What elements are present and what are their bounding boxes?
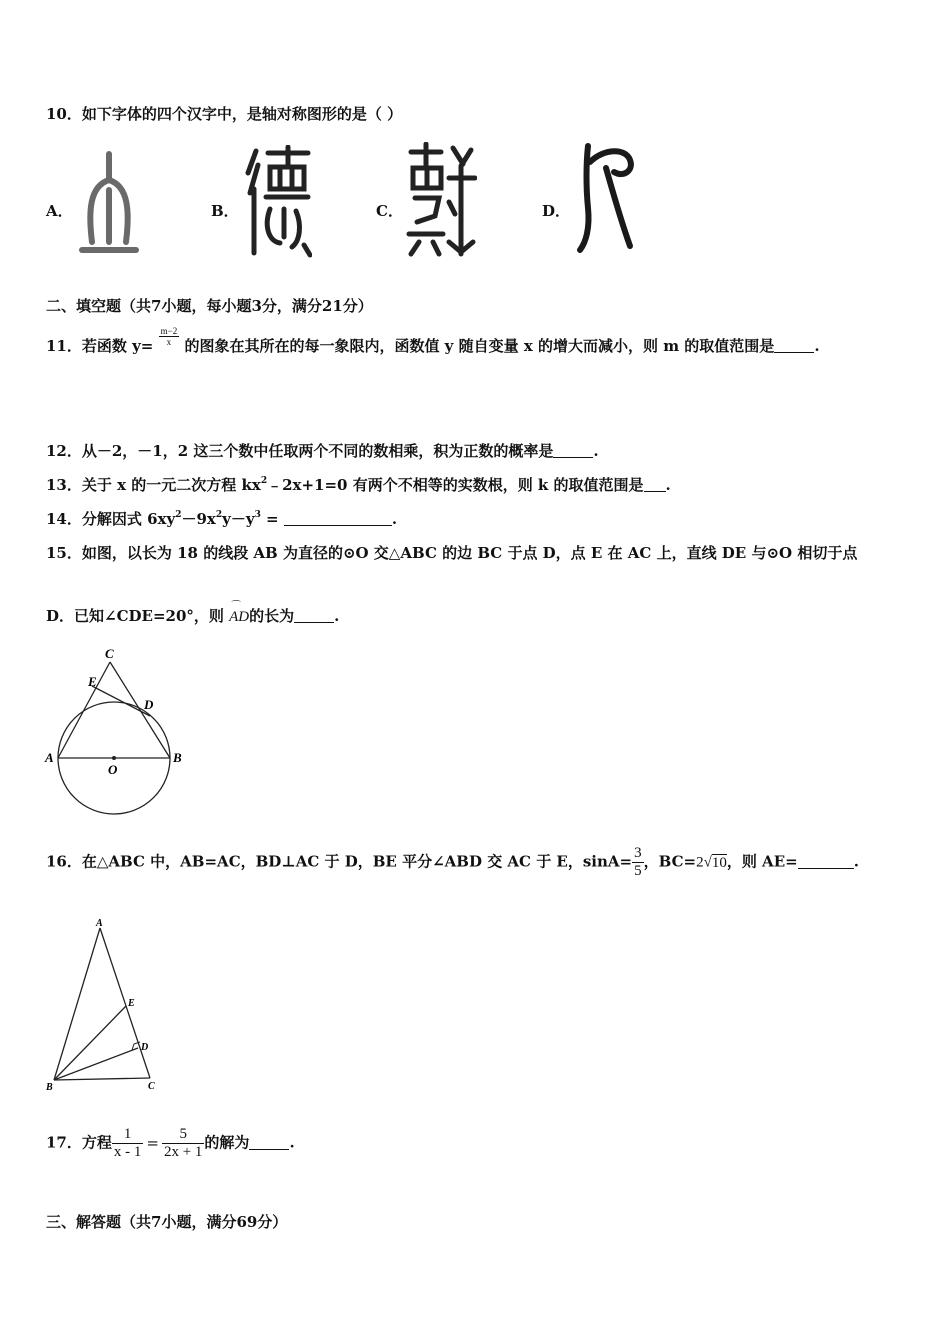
option-a-label: A． (46, 202, 73, 220)
q15-arc-ad (229, 601, 250, 626)
q12-text: 12．从－2，－1，2 这三个数中任取两个不同的数相乘，积为正数的概率是 (46, 442, 554, 460)
q17-left-fraction (112, 1126, 144, 1161)
q11-frac-num: m−2 (160, 326, 178, 336)
q17-right-den: 2x + 1 (163, 1144, 203, 1160)
option-b-label: B． (211, 202, 239, 220)
seal-character-d-image (574, 138, 640, 256)
q13-sup: 2 (260, 476, 268, 486)
q16-bc-radicand: 10 (711, 854, 727, 871)
question-14 (46, 508, 397, 529)
q17-right-fraction (162, 1126, 204, 1161)
q16-c: ，则 AE= (726, 852, 798, 871)
q11-frac-den: x (166, 337, 172, 347)
q14-s2: 2 (215, 510, 223, 520)
center-point (112, 756, 116, 760)
seal-character-a-image (78, 150, 140, 260)
label-d: D (144, 697, 154, 712)
segment-bd (54, 1048, 138, 1080)
q16-sin-den: 5 (634, 863, 642, 879)
q10-stem: 10．如下字体的四个汉字中，是轴对称图形的是（ ） (46, 105, 403, 123)
q14-s1: 2 (175, 510, 182, 520)
q14-c: y－y (222, 510, 255, 528)
side-ac (100, 928, 150, 1078)
label-e: E (88, 674, 97, 689)
q17-end: . (289, 1133, 295, 1152)
q11-answer-blank (774, 338, 814, 353)
q15-arc-label: AD (229, 609, 250, 625)
section-3-heading: 三、解答题（共7小题，满分69分） (46, 1213, 288, 1231)
q15-line2-a: D．已知∠CDE=20°，则 (46, 607, 230, 625)
q15-circle-figure (42, 646, 192, 822)
q15-line-2 (46, 601, 340, 626)
q16-sin-fraction (632, 845, 644, 880)
option-c-label: C． (376, 202, 403, 220)
question-12 (46, 440, 599, 461)
q11-fraction (159, 326, 180, 347)
tangent-de (92, 686, 150, 716)
q17-equals: = (146, 1133, 159, 1152)
q15-answer-blank (294, 608, 334, 623)
option-d-label: D． (542, 202, 571, 220)
q16-triangle-figure (42, 918, 167, 1096)
q16-bc-coef: 2 (696, 854, 704, 871)
section-2-heading: 二、填空题（共7小题，每小题3分，满分21分） (46, 297, 373, 315)
question-11 (46, 326, 820, 356)
label-b: B (46, 1082, 53, 1093)
label-c: C (148, 1081, 155, 1092)
seal-character-c-image (405, 142, 477, 257)
question-13 (46, 474, 671, 495)
q17-a: 17．方程 (46, 1133, 112, 1152)
q14-d: = (260, 510, 284, 528)
question-16 (46, 845, 859, 880)
q14-end: . (391, 510, 398, 528)
q11-suffix: 的图象在其所在的每一象限内，函数值 y 随自变量 x 的增大而减小，则 m 的取值范围是 (184, 337, 775, 355)
q14-b: －9x (181, 510, 216, 528)
q16-bc-value (696, 854, 727, 871)
arc-symbol-icon: ⌒ (231, 601, 242, 612)
q17-left-den: x - 1 (113, 1144, 142, 1160)
q16-b: ，BC= (643, 852, 697, 871)
q15-end: . (334, 607, 340, 625)
q16-a: 16．在△ABC 中，AB=AC，BD⊥AC 于 D，BE 平分∠ABD 交 AC 于 E，sinA= (46, 852, 633, 871)
q13-text-a: 13．关于 x 的一元二次方程 kx (46, 476, 261, 494)
q11-end: . (814, 337, 820, 355)
label-o: O (108, 762, 118, 777)
label-d: D (141, 1042, 149, 1053)
q15-line2-b: 的长为 (249, 607, 295, 625)
label-e: E (128, 998, 135, 1009)
q11-prefix: 11．若函数 y= (46, 337, 154, 355)
q14-a: 14．分解因式 6xy (46, 510, 176, 528)
question-17 (46, 1126, 295, 1161)
seal-character-b-image (242, 145, 312, 260)
q14-s3: 3 (254, 510, 261, 520)
q12-end: . (593, 442, 599, 460)
label-c: C (105, 646, 114, 661)
q17-b: 的解为 (204, 1133, 250, 1152)
q12-answer-blank (553, 443, 593, 458)
label-a: A (45, 750, 54, 765)
q16-answer-blank (798, 854, 854, 869)
q17-right-num: 5 (162, 1126, 204, 1144)
side-ac (58, 662, 110, 758)
q17-left-num: 1 (112, 1126, 144, 1144)
label-a: A (96, 918, 103, 929)
q15-line-1: 15．如图，以长为 18 的线段 AB 为直径的⊙O 交△ABC 的边 BC 于点 D，点 E 在 AC 上，直线 DE 与⊙O 相切于点 (46, 544, 858, 562)
q13-text-b: ﹣2x+1=0 有两个不相等的实数根，则 k 的取值范围是 (267, 476, 644, 494)
q13-answer-blank (644, 477, 666, 492)
side-bc (54, 1078, 150, 1080)
sqrt-icon: √ (703, 854, 712, 871)
q16-sin-num: 3 (634, 845, 642, 861)
q13-end: . (665, 476, 671, 494)
side-bc (110, 662, 170, 758)
q17-answer-blank (249, 1135, 289, 1150)
label-b: B (173, 750, 182, 765)
q14-answer-blank (284, 511, 392, 526)
q16-end: . (853, 852, 859, 871)
